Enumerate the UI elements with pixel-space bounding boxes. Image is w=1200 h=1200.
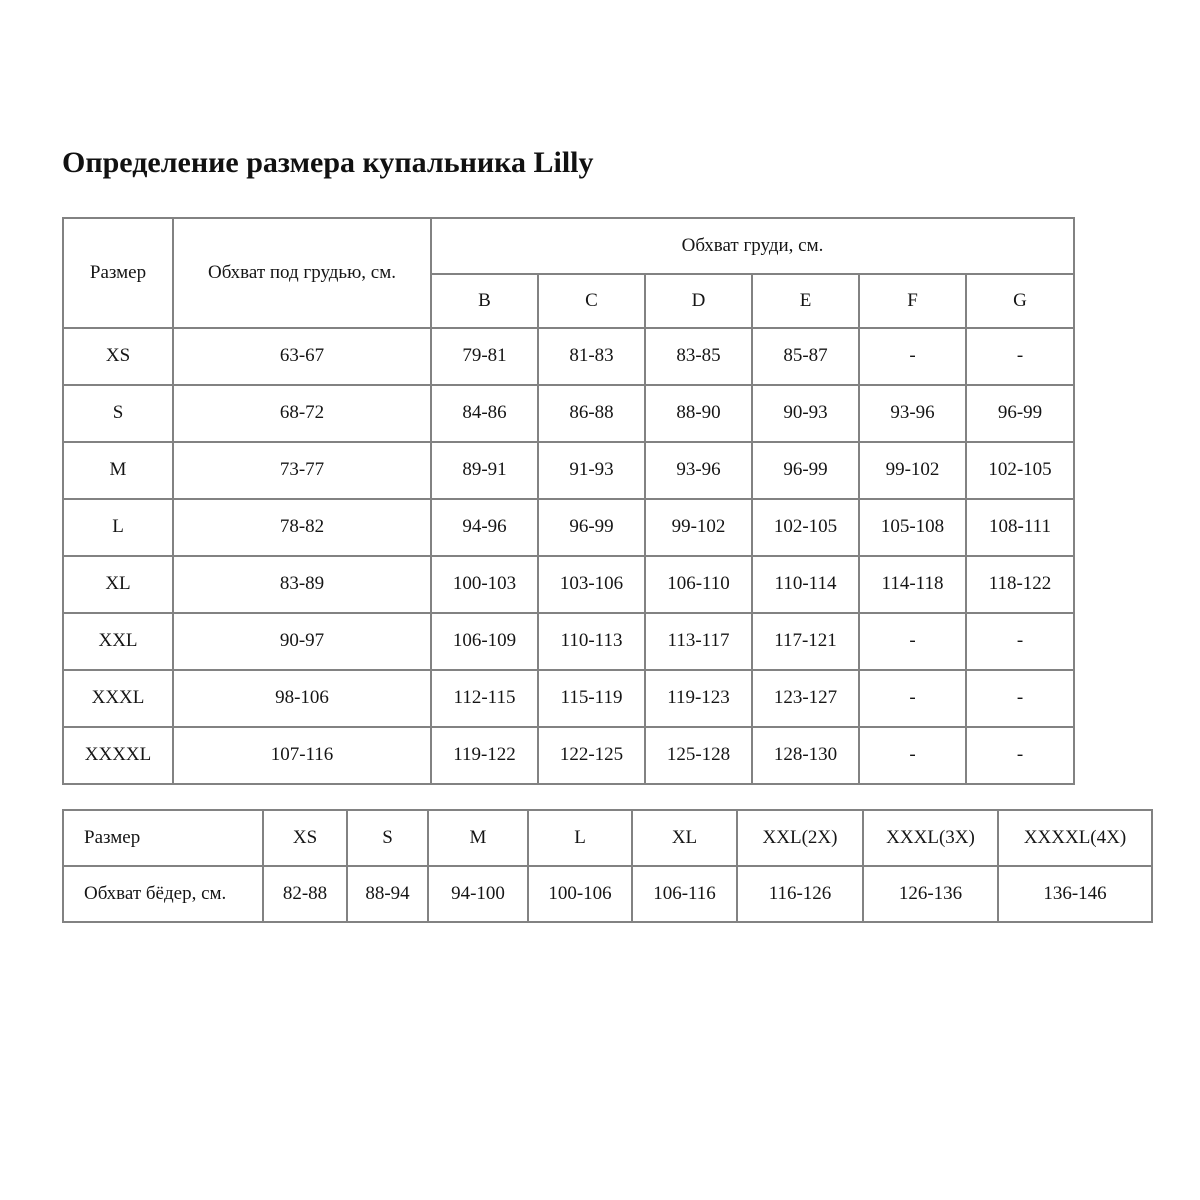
bust-table-header-row-1 bbox=[63, 218, 1074, 274]
table-row-xs bbox=[63, 328, 1074, 385]
table-row-l bbox=[63, 499, 1074, 556]
cup-cell: - bbox=[859, 727, 966, 784]
cup-cell: 117-121 bbox=[752, 613, 859, 670]
cup-cell: 110-113 bbox=[538, 613, 645, 670]
cup-cell: 86-88 bbox=[538, 385, 645, 442]
hips-cell: 88-94 bbox=[347, 866, 428, 922]
hips-cell: 82-88 bbox=[263, 866, 347, 922]
cup-cell: - bbox=[859, 670, 966, 727]
cup-header-d: D bbox=[645, 274, 752, 328]
cup-cell: 110-114 bbox=[752, 556, 859, 613]
size-header-xxxxl: XXXXL(4X) bbox=[998, 810, 1152, 866]
cup-header-c: C bbox=[538, 274, 645, 328]
cup-cell: 128-130 bbox=[752, 727, 859, 784]
cup-cell: 99-102 bbox=[859, 442, 966, 499]
cup-header-g: G bbox=[966, 274, 1074, 328]
cup-cell: 113-117 bbox=[645, 613, 752, 670]
cup-cell: 85-87 bbox=[752, 328, 859, 385]
hips-cell: 126-136 bbox=[863, 866, 998, 922]
cup-header-e: E bbox=[752, 274, 859, 328]
table-row-xl bbox=[63, 556, 1074, 613]
cup-cell: 112-115 bbox=[431, 670, 538, 727]
page-title: Определение размера купальника Lilly bbox=[62, 146, 594, 179]
hips-cell: 106-116 bbox=[632, 866, 737, 922]
hips-row-label: Обхват бёдер, см. bbox=[63, 866, 263, 922]
cup-cell: 114-118 bbox=[859, 556, 966, 613]
size-header-l: L bbox=[528, 810, 632, 866]
size-header-m: M bbox=[428, 810, 528, 866]
hips-cell: 100-106 bbox=[528, 866, 632, 922]
cup-cell: 89-91 bbox=[431, 442, 538, 499]
cup-cell: 94-96 bbox=[431, 499, 538, 556]
cup-cell: 96-99 bbox=[752, 442, 859, 499]
cup-cell: 79-81 bbox=[431, 328, 538, 385]
cup-cell: 108-111 bbox=[966, 499, 1074, 556]
cup-cell: - bbox=[966, 328, 1074, 385]
hips-table-values-row bbox=[63, 866, 1152, 922]
cup-cell: 106-110 bbox=[645, 556, 752, 613]
cup-cell: - bbox=[859, 328, 966, 385]
size-cell: XXL bbox=[63, 613, 173, 670]
cup-cell: 125-128 bbox=[645, 727, 752, 784]
cup-cell: 91-93 bbox=[538, 442, 645, 499]
size-column-header: Размер bbox=[63, 218, 173, 328]
underbust-cell: 90-97 bbox=[173, 613, 431, 670]
underbust-column-header: Обхват под грудью, см. bbox=[173, 218, 431, 328]
cup-cell: 105-108 bbox=[859, 499, 966, 556]
cup-cell: 93-96 bbox=[645, 442, 752, 499]
size-cell: L bbox=[63, 499, 173, 556]
underbust-cell: 73-77 bbox=[173, 442, 431, 499]
table-row-xxxl bbox=[63, 670, 1074, 727]
underbust-cell: 68-72 bbox=[173, 385, 431, 442]
underbust-cell: 98-106 bbox=[173, 670, 431, 727]
size-cell: XS bbox=[63, 328, 173, 385]
cup-header-f: F bbox=[859, 274, 966, 328]
hips-table-header-row bbox=[63, 810, 1152, 866]
cup-cell: 96-99 bbox=[966, 385, 1074, 442]
size-header-xxxl: XXXL(3X) bbox=[863, 810, 998, 866]
cup-cell: - bbox=[966, 670, 1074, 727]
cup-cell: 102-105 bbox=[966, 442, 1074, 499]
cup-cell: 118-122 bbox=[966, 556, 1074, 613]
size-cell: XL bbox=[63, 556, 173, 613]
size-row-label: Размер bbox=[63, 810, 263, 866]
cup-cell: 103-106 bbox=[538, 556, 645, 613]
cup-cell: - bbox=[859, 613, 966, 670]
cup-cell: 100-103 bbox=[431, 556, 538, 613]
cup-cell: 81-83 bbox=[538, 328, 645, 385]
size-cell: S bbox=[63, 385, 173, 442]
table-row-xxl bbox=[63, 613, 1074, 670]
table-row-xxxxl bbox=[63, 727, 1074, 784]
cup-header-b: B bbox=[431, 274, 538, 328]
hips-size-table bbox=[62, 809, 1153, 923]
underbust-cell: 107-116 bbox=[173, 727, 431, 784]
size-cell: XXXL bbox=[63, 670, 173, 727]
hips-cell: 94-100 bbox=[428, 866, 528, 922]
underbust-cell: 83-89 bbox=[173, 556, 431, 613]
bust-size-table bbox=[62, 217, 1075, 785]
table-row-m bbox=[63, 442, 1074, 499]
cup-cell: 83-85 bbox=[645, 328, 752, 385]
size-cell: M bbox=[63, 442, 173, 499]
underbust-cell: 63-67 bbox=[173, 328, 431, 385]
size-header-s: S bbox=[347, 810, 428, 866]
underbust-cell: 78-82 bbox=[173, 499, 431, 556]
cup-cell: 88-90 bbox=[645, 385, 752, 442]
size-header-xs: XS bbox=[263, 810, 347, 866]
cup-cell: 96-99 bbox=[538, 499, 645, 556]
cup-cell: 123-127 bbox=[752, 670, 859, 727]
size-header-xl: XL bbox=[632, 810, 737, 866]
size-header-xxl: XXL(2X) bbox=[737, 810, 863, 866]
hips-cell: 116-126 bbox=[737, 866, 863, 922]
cup-cell: - bbox=[966, 613, 1074, 670]
hips-cell: 136-146 bbox=[998, 866, 1152, 922]
cup-cell: 93-96 bbox=[859, 385, 966, 442]
cup-cell: 84-86 bbox=[431, 385, 538, 442]
cup-cell: 122-125 bbox=[538, 727, 645, 784]
cup-cell: 119-122 bbox=[431, 727, 538, 784]
cup-cell: 115-119 bbox=[538, 670, 645, 727]
bust-group-header: Обхват груди, см. bbox=[431, 218, 1074, 274]
cup-cell: 99-102 bbox=[645, 499, 752, 556]
cup-cell: 106-109 bbox=[431, 613, 538, 670]
cup-cell: 90-93 bbox=[752, 385, 859, 442]
cup-cell: 102-105 bbox=[752, 499, 859, 556]
size-cell: XXXXL bbox=[63, 727, 173, 784]
table-row-s bbox=[63, 385, 1074, 442]
cup-cell: 119-123 bbox=[645, 670, 752, 727]
cup-cell: - bbox=[966, 727, 1074, 784]
